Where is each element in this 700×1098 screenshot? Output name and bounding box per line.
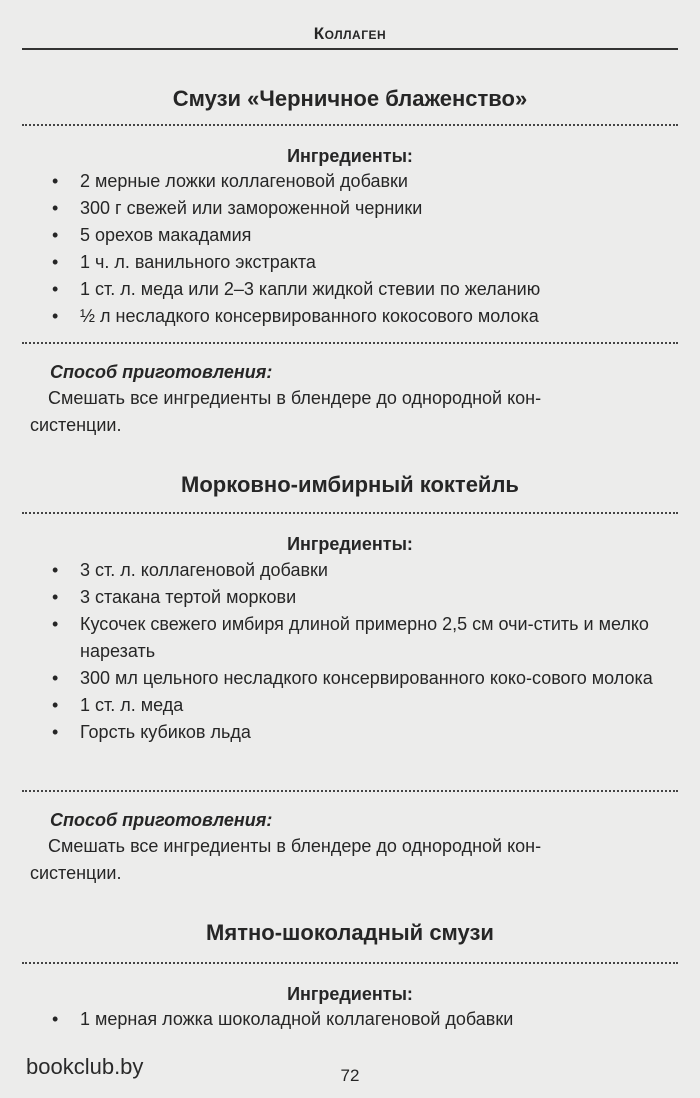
ingredient-item: • Горсть кубиков льда xyxy=(50,719,686,746)
watermark: bookclub.by xyxy=(26,1054,144,1079)
method-text xyxy=(30,833,686,887)
ingredient-item: • 2 мерные ложки коллагеновой добавки xyxy=(50,168,686,195)
ingredient-item: • 300 мл цельного несладкого консервированного коко-сового молока xyxy=(50,665,686,692)
ingredient-item: • 3 стакана тертой моркови xyxy=(50,584,686,611)
method-line: систенции. xyxy=(30,863,122,883)
dotted-divider xyxy=(22,512,678,514)
recipe-title: Морковно-имбирный коктейль xyxy=(181,472,519,497)
running-head: Коллаген xyxy=(313,24,387,43)
dotted-divider xyxy=(22,790,678,792)
dotted-divider xyxy=(22,962,678,964)
method-label: Способ приготовления: xyxy=(50,810,273,830)
recipe-title: Смузи «Черничное блаженство» xyxy=(172,86,528,111)
ingredient-item: • 1 ст. л. меда xyxy=(50,692,686,719)
page-number: 72 xyxy=(340,1066,360,1085)
recipe-title: Мятно-шоколадный смузи xyxy=(206,920,494,945)
ingredient-item: • 1 ст. л. меда или 2–3 капли жидкой стевии по желанию xyxy=(50,276,686,303)
ingredients-list xyxy=(50,168,686,330)
method-line: Смешать все ингредиенты в блендере до однородной кон- xyxy=(48,388,542,408)
dotted-divider xyxy=(22,124,678,126)
ingredients-heading: Ингредиенты: xyxy=(287,534,413,554)
ingredient-item: • 1 мерная ложка шоколадной коллагеновой добавки xyxy=(50,1006,686,1033)
ingredient-item: • ½ л несладкого консервированного кокосового молока xyxy=(50,303,686,330)
header-rule xyxy=(22,48,678,50)
ingredients-heading: Ингредиенты: xyxy=(287,146,413,166)
dotted-divider xyxy=(22,342,678,344)
method-text xyxy=(30,385,686,439)
ingredients-heading: Ингредиенты: xyxy=(287,984,413,1004)
method-line: Смешать все ингредиенты в блендере до однородной кон- xyxy=(48,836,542,856)
ingredient-item: • 300 г свежей или замороженной черники xyxy=(50,195,686,222)
ingredient-item: • 1 ч. л. ванильного экстракта xyxy=(50,249,686,276)
ingredient-item: • Кусочек свежего имбиря длиной примерно 2,5 см очи-стить и мелко нарезать xyxy=(50,611,686,665)
ingredient-item: • 3 ст. л. коллагеновой добавки xyxy=(50,557,686,584)
method-label: Способ приготовления: xyxy=(50,362,273,382)
ingredient-item: • 5 орехов макадамия xyxy=(50,222,686,249)
method-line: систенции. xyxy=(30,415,122,435)
ingredients-list xyxy=(50,1006,686,1033)
ingredients-list xyxy=(50,557,686,746)
